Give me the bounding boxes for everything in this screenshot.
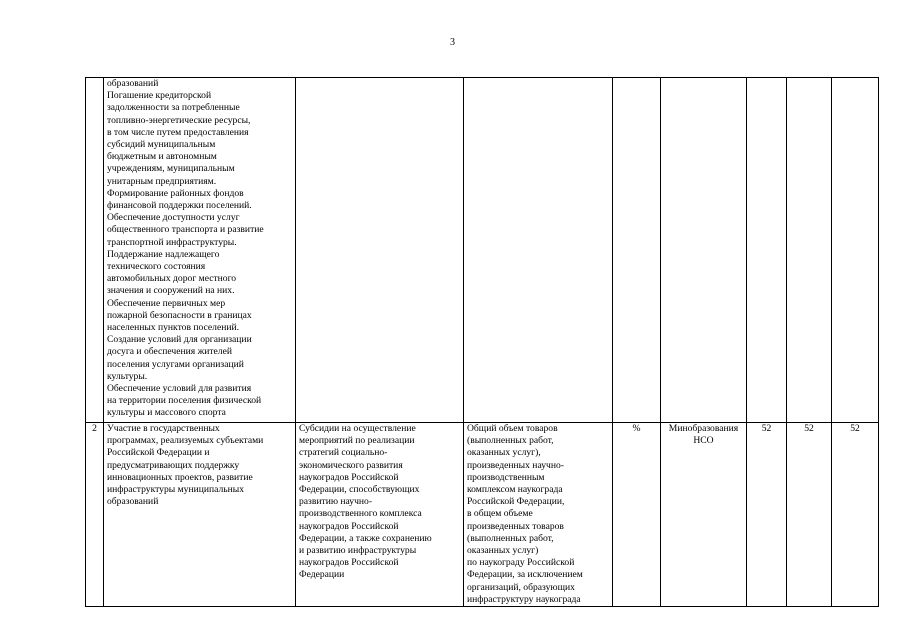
measure-text: Обеспечение первичных мер пожарной безопасности в границах населенных пунктов поселений.: [107, 297, 252, 334]
unit-cell: %: [613, 423, 661, 607]
measure-text: Обеспечение доступности услуг общественного транспорта и развитие транспортной инфраструктуры.: [107, 212, 264, 248]
value-cell: 52: [747, 423, 787, 607]
measure-text: Обеспечение условий для развития на территории поселения физической культуры и массового спорта: [107, 383, 262, 419]
row-number-cell: [86, 78, 104, 423]
empty-cell: [613, 78, 661, 423]
empty-cell: [296, 78, 464, 423]
empty-cell: [661, 78, 747, 423]
goal-cell: Участие в государственных программах, реализуемых субъектами Российской Федерации и предусматривающих поддержку инновационных проектов, развитие инфраструктуры муниципальных образований: [104, 423, 296, 607]
measure-text: Поддержание надлежащего технического состояния автомобильных дорог местного значения и сооружений на них.: [107, 248, 237, 297]
row-number-cell: 2: [86, 423, 104, 607]
program-table: [85, 77, 879, 607]
page-number: 3: [450, 37, 455, 48]
measure-text: образований: [107, 78, 159, 89]
table-row-continued: [86, 78, 879, 423]
empty-cell: [832, 78, 879, 423]
value-cell: 52: [787, 423, 832, 607]
empty-cell: [464, 78, 613, 423]
table-row-2: [86, 423, 879, 607]
measure-text: Формирование районных фондов финансовой поддержки поселений.: [107, 187, 252, 212]
measures-cell: [104, 78, 296, 423]
empty-cell: [747, 78, 787, 423]
measure-text: Погашение кредиторской задолженности за потребленные топливно-энергетические ресурсы, в том числе путем предоставления субсидий муниципальным бюджетным и автономным учреждениям, муниципальным унитарным предприятиям.: [107, 90, 251, 187]
empty-cell: [787, 78, 832, 423]
measure-text: Создание условий для организации досуга и обеспечения жителей поселения услугами организаций культуры.: [107, 334, 252, 382]
indicator-cell: Общий объем товаров (выполненных работ, оказанных услуг), произведенных научно- производственным комплексом наукограда Российской Федерации, в общем объеме произведенных товаров (выполненных работ, оказанных услуг) по наукограду Российской Федерации, за исключением организаций, образующих инфраструктуру наукограда: [464, 423, 613, 607]
agency-cell: Минобразования НСО: [661, 423, 747, 607]
subsidy-cell: Субсидии на осуществление мероприятий по реализации стратегий социально- экономического развития наукоградов Российской Федерации, способствующих развитию научно- производственного комплекса наукоградов Российской Федерации, а также сохранению и развитию инфраструктуры наукоградов Российской Федерации: [296, 423, 464, 607]
value-cell: 52: [832, 423, 879, 607]
